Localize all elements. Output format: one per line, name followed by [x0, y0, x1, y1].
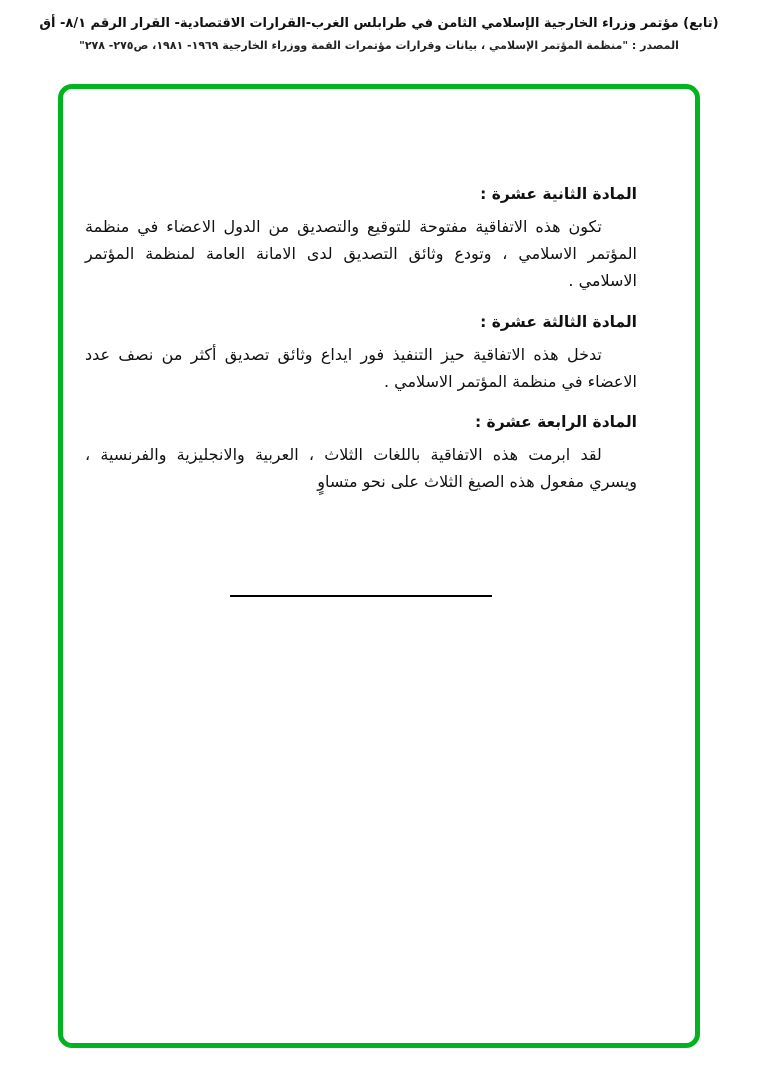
section-article-14 — [85, 413, 637, 495]
article-13-heading: المادة الثالثة عشرة : — [480, 312, 637, 331]
header-source: المصدر : "منظمة المؤتمر الإسلامي ، بيانات وقرارات مؤتمرات القمة ووزراء الخارجية ١٩٦٩- ١٩٨١، ص٢٧٥- ٢٧٨" — [79, 39, 679, 52]
page-header — [0, 16, 758, 52]
article-12-body: تكون هذه الاتفاقية مفتوحة للتوقيع والتصديق من الدول الاعضاء في منظمة المؤتمر الاسلامي ، وتودع وثائق التصديق لدى الامانة العامة لمنظمة المؤتمر الاسلامي . — [85, 217, 637, 291]
article-14-body: لقد ابرمت هذه الاتفاقية باللغات الثلاث ، العربية والانجليزية والفرنسية ، ويسري مفعول هذه الصيغ الثلاث على نحو متساوٍ — [85, 444, 637, 492]
section-article-13 — [85, 313, 637, 395]
green-border-frame — [58, 84, 700, 1048]
section-article-12 — [85, 185, 637, 295]
article-14-heading: المادة الرابعة عشرة : — [474, 412, 637, 431]
article-13-body: تدخل هذه الاتفاقية حيز التنفيذ فور ايداع وثائق تصديق أكثر من نصف عدد الاعضاء في منظمة المؤتمر الاسلامي . — [85, 344, 637, 391]
section-divider-line — [230, 595, 492, 597]
article-12-heading: المادة الثانية عشرة : — [480, 185, 637, 203]
header-title: (تابع) مؤتمر وزراء الخارجية الإسلامي الثامن في طرابلس الغرب-القرارات الاقتصادية- القرار الرقم ٨/١- أق — [39, 16, 719, 31]
document-content — [63, 89, 695, 597]
